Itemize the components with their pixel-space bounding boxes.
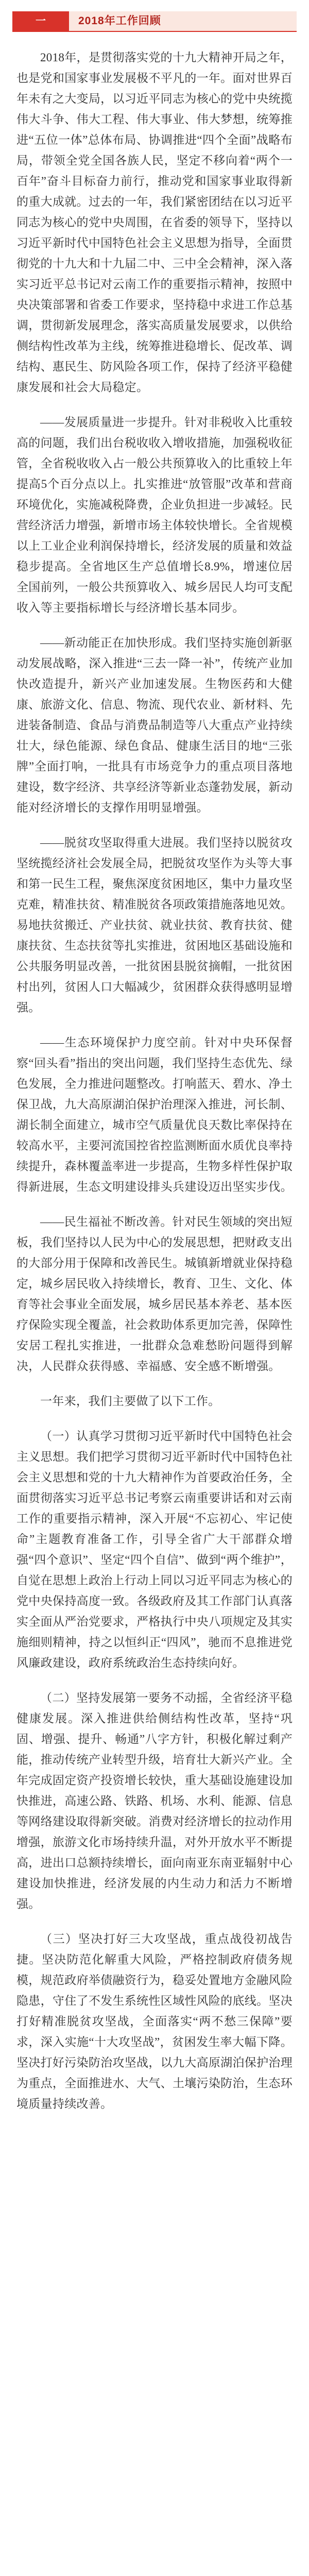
article-body: [16, 47, 293, 2129]
paragraph-ecology: ——生态环境保护力度空前。针对中央环保督察“回头看”指出的突出问题，我们坚持生态优先、绿色发展，全力推进问题整改。打响蓝天、碧水、净土保卫战，九大高原湖泊保护治理深入推进，河长制、湖长制全面建立，城市空气质量优良天数比率保持在较高水平，主要河流国控省控监测断面水质优良率持续提升，森林覆盖率进一步提高，生物多样性保护取得新进展，生态文明建设排头兵建设迈出坚实步伐。: [16, 1036, 293, 1193]
paragraph-item-1: （一）认真学习贯彻习近平新时代中国特色社会主义思想。我们把学习贯彻习近平新时代中国特色社会主义思想和党的十九大精神作为首要政治任务，全面贯彻落实习近平总书记考察云南重要讲话和对云南工作的重要指示精神，深入开展“不忘初心、牢记使命”主题教育准备工作，引导全省广大干部群众增强“四个意识”、坚定“四个自信”、做到“两个维护”，自觉在思想上政治上行动上同以习近平同志为核心的党中央保持高度一致。各级政府及其工作部门认真落实全面从严治党要求，严格执行中央八项规定及其实施细则精神，持之以恒纠正“四风”，驰而不息推进党风廉政建设，政府系统政治生态持续向好。: [16, 1430, 293, 1669]
paragraph-development-quality: ——发展质量进一步提升。针对非税收入比重较高的问题，我们出台税收收入增收措施，加强税收征管，全省税收收入占一般公共预算收入的比重较上年提高5个百分点以上。扎实推进“放管服”改革和营商环境优化，实施减税降费，企业负担进一步减轻。民营经济活力增强，新增市场主体较快增长。全省规模以上工业企业利润保持增长，经济发展的质量和效益稳步提高。全省地区生产总值增长8.9%，增速位居全国前列，一般公共预算收入、城乡居民人均可支配收入等主要指标增长与经济增长基本同步。: [16, 416, 293, 614]
paragraph-item-2: （二）坚持发展第一要务不动摇，全省经济平稳健康发展。深入推进供给侧结构性改革，坚持“巩固、增强、提升、畅通”八字方针，积极化解过剩产能，推动传统产业转型升级，培育壮大新兴产业。全年完成固定资产投资增长较快，重大基础设施建设加快推进，高速公路、铁路、机场、水利、能源、信息等网络建设取得新突破。消费对经济增长的拉动作用增强，旅游文化市场持续升温，对外开放水平不断提高，进出口总额持续增长，面向南亚东南亚辐射中心建设加快推进，经济发展的内生动力和活力不断增强。: [16, 1691, 293, 1910]
paragraph-item-3: （三）坚决打好三大攻坚战，重点战役初战告捷。坚决防范化解重大风险，严格控制政府债务规模，规范政府举债融资行为，稳妥处置地方金融风险隐患，守住了不发生系统性区域性风险的底线。坚决打好精准脱贫攻坚战，全面落实“两不愁三保障”要求，深入实施“十大攻坚战”，贫困发生率大幅下降。坚决打好污染防治攻坚战，以九大高原湖泊保护治理为重点，全面推进水、大气、土壤污染防治，生态环境质量持续改善。: [16, 1933, 293, 2110]
section-title: 2018年工作回顾: [78, 15, 161, 27]
section-header: [12, 11, 297, 32]
section-number: 一: [12, 11, 69, 31]
paragraph-livelihood: ——民生福祉不断改善。针对民生领域的突出短板，我们坚持以人民为中心的发展思想，把财政支出的大部分用于保障和改善民生。城镇新增就业保持稳定，城乡居民收入持续增长，教育、卫生、文化、体育等社会事业全面发展，城乡居民基本养老、基本医疗保险实现全覆盖，社会救助体系更加完善，保障性安居工程扎实推进，一批群众急难愁盼问题得到解决，人民群众获得感、幸福感、安全感不断增强。: [16, 1215, 293, 1372]
paragraph-new-momentum: ——新动能正在加快形成。我们坚持实施创新驱动发展战略，深入推进“三去一降一补”，传统产业加快改造提升，新兴产业加速发展。生物医药和大健康、旅游文化、信息、物流、现代农业、新材料、先进装备制造、食品与消费品制造等八大重点产业持续壮大，绿色能源、绿色食品、健康生活目的地“三张牌”全面打响，一批具有市场竞争力的重点项目落地建设，数字经济、共享经济等新业态蓬勃发展，新动能对经济增长的支撑作用明显增强。: [16, 636, 293, 814]
paragraph-transition: 一年来，我们主要做了以下工作。: [40, 1395, 220, 1408]
paragraph-intro: 2018年，是贯彻落实党的十九大精神开局之年，也是党和国家事业发展极不平凡的一年。面对世界百年未有之大变局，以习近平同志为核心的党中央统揽伟大斗争、伟大工程、伟大事业、伟大梦想，统筹推进“五位一体”总体布局、协调推进“四个全面”战略布局，带领全党全国各族人民，坚定不移向着“两个一百年”奋斗目标奋力前行，推动党和国家事业取得新的重大成就。过去的一年，我们紧密团结在以习近平同志为核心的党中央周围，在省委的领导下，坚持以习近平新时代中国特色社会主义思想为指导，全面贯彻党的十九大和十九届二中、三中全会精神，深入落实习近平总书记对云南工作的重要指示精神，按照中央决策部署和省委工作要求，坚持稳中求进工作总基调，贯彻新发展理念，落实高质量发展要求，以供给侧结构性改革为主线，统筹推进稳增长、促改革、调结构、惠民生、防风险各项工作，保持了经济平稳健康发展和社会大局稳定。: [16, 51, 293, 394]
paragraph-poverty-alleviation: ——脱贫攻坚取得重大进展。我们坚持以脱贫攻坚统揽经济社会发展全局，把脱贫攻坚作为头等大事和第一民生工程，聚焦深度贫困地区，集中力量攻坚克难，精准扶贫、精准脱贫各项政策措施落地见效。易地扶贫搬迁、产业扶贫、就业扶贫、教育扶贫、健康扶贫、生态扶贫等扎实推进，贫困地区基础设施和公共服务明显改善，一批贫困县脱贫摘帽，一批贫困村出列，贫困人口大幅减少，贫困群众获得感明显增强。: [16, 836, 293, 1014]
